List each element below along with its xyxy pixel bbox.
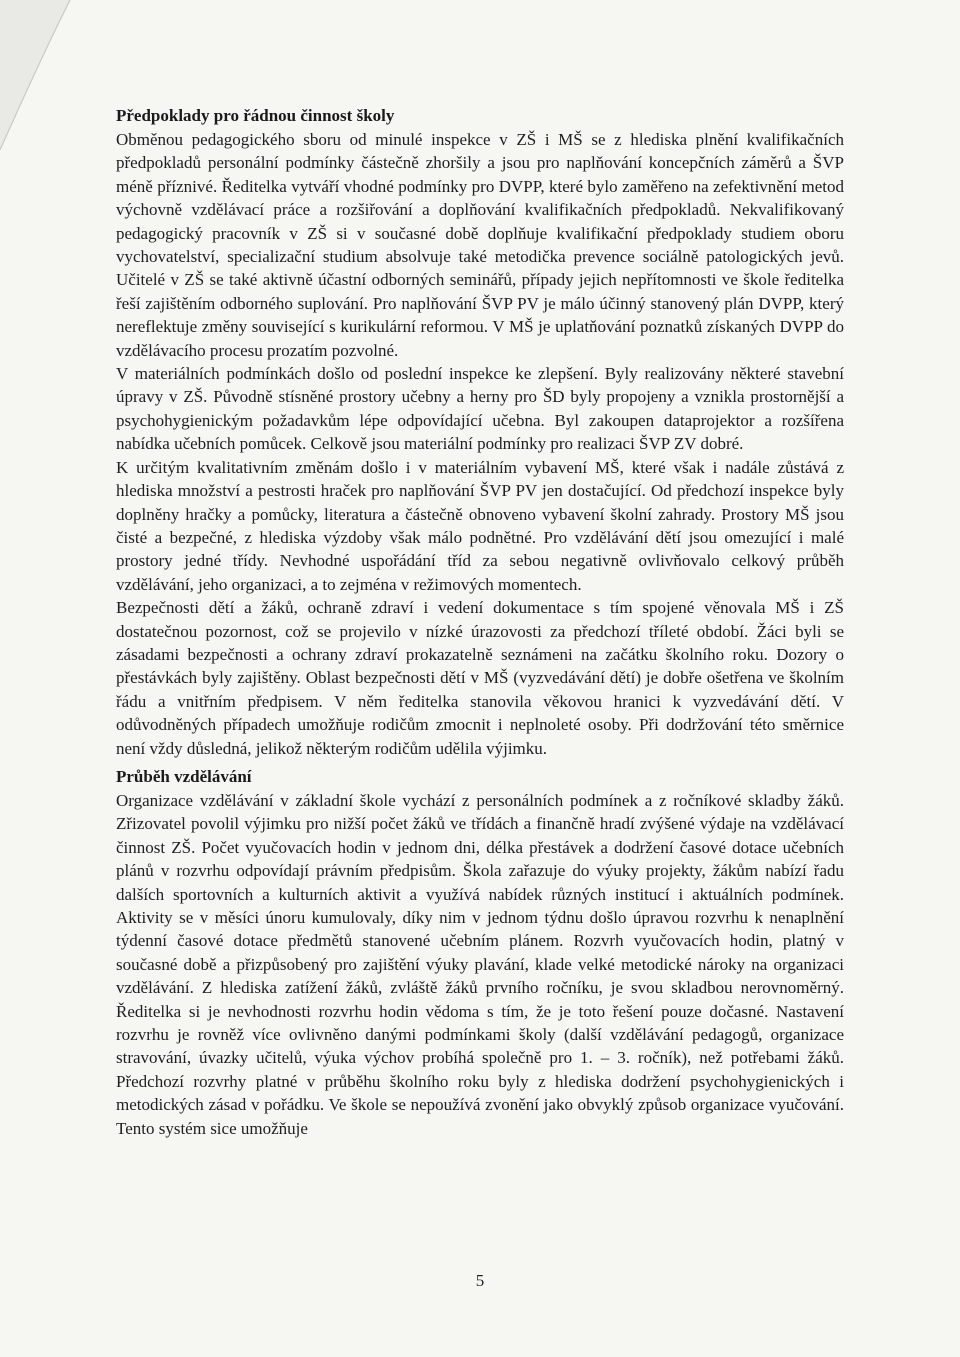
paragraph: Organizace vzdělávání v základní škole vychází z personálních podmínek a z ročníkové skladby žáků. Zřizovatel povolil výjimku pro nižší počet žáků ve třídách a finančně hradí zvýšené výdaje na vzdělávací činnost ZŠ. Počet vyučovacích hodin v jednom dni, délka přestávek a dodržení časové dotace učebních plánů v rozvrhu odpovídají právním předpisům. Škola zařazuje do výuky projekty, žákům nabízí řadu dalších sportovních a kulturních aktivit a využívá nabídek různých institucí i aktuálních podmínek. Aktivity se v měsíci únoru kumulovaly, díky nim v jednom týdnu došlo úpravou rozvrhu k nenaplnění týdenní časové dotace předmětů stanovené učebním plánem. Rozvrh vyučovacích hodin, platný v současné době a přizpůsobený pro zajištění výuky plavání, klade velké metodické nároky na organizaci vzdělávání. Z hlediska zatížení žáků, zvláště žáků prvního ročníku, je svou skladbou nerovnoměrný. Ředitelka si je nevhodnosti rozvrhu hodin vědoma s tím, že je toto řešení pouze dočasné. Nastavení rozvrhu je rovněž více ovlivněno danými podmínkami školy (další vzdělávání pedagogů, organizace stravování, úvazky učitelů, výuka výchov probíhá společně pro 1. – 3. ročník), než potřebami žáků. Předchozí rozvrhy platné v průběhu školního roku byly z hlediska dodržení psychohygienických i metodických zásad v pořádku. Ve škole se nepoužívá zvonění jako obvyklý způsob organizace vyučování. Tento systém sice umožňuje: [116, 790, 844, 1138]
paragraph: V materiálních podmínkách došlo od poslední inspekce ke zlepšení. Byly realizovány některé stavební úpravy v ZŠ. Původně stísněné prostory učebny a herny pro ŠD byly propojeny a vznikla prostornější a psychohygienickým požadavkům lépe odpovídající učebna. Byl zakoupen dataprojektor a rozšířena nabídka učebních pomůcek. Celkově jsou materiální podmínky pro realizaci ŠVP ZV dobré.: [116, 364, 844, 454]
section-heading-prubeh: Průběh vzdělávání: [116, 766, 252, 786]
section-heading-predpoklady: Předpoklady pro řádnou činnost školy: [116, 106, 395, 125]
page-fold-shadow: [0, 0, 130, 160]
page-number: 5: [475, 1271, 485, 1290]
paragraph: K určitým kvalitativním změnám došlo i v materiálním vybavení MŠ, které však i nadále zůstává z hlediska množství a pestrosti hraček pro naplňování ŠVP PV jen dostačující. Od předchozí inspekce byly doplněny hračky a pomůcky, literatura a částečně obnoveno vybavení školní zahrady. Prostory MŠ jsou čisté a bezpečné, z hlediska výzdoby však málo podnětné. Pro vzdělávání dětí jsou omezující i malé prostory jedné třídy. Nevhodné uspořádání tříd za sebou negativně ovlivňovalo celkový průběh vzdělávání, jeho organizaci, a to zejména v režimových momentech.: [116, 457, 844, 594]
paragraph: Obměnou pedagogického sboru od minulé inspekce v ZŠ i MŠ se z hlediska plnění kvalifikačních předpokladů personální podmínky částečně zhoršily a jsou pro naplňování koncepčních záměrů a ŠVP méně příznivé. Ředitelka vytváří vhodné podmínky pro DVPP, které bylo zaměřeno na zefektivnění metod výchovně vzdělávací práce a rozšiřování a doplňování kvalifikačních předpokladů. Nekvalifikovaný pedagogický pracovník v ZŠ si v současné době doplňuje kvalifikační předpoklady studiem oboru vychovatelství, specializační studium absolvuje také metodička prevence sociálně patologických jevů. Učitelé v ZŠ se také aktivně účastní odborných seminářů, případy jejich nepřítomnosti ve škole ředitelka řeší zajištěním odborného suplování. Pro naplňování ŠVP PV je málo účinný stanovený plán DVPP, který nereflektuje změny související s kurikulární reformou. V MŠ je uplatňování poznatků získaných DVPP do vzdělávacího procesu prozatím pozvolné.: [116, 130, 844, 360]
paragraph: Bezpečnosti dětí a žáků, ochraně zdraví i vedení dokumentace s tím spojené věnovala MŠ i ZŠ dostatečnou pozornost, což se projevilo v nízké úrazovosti za předchozí tříleté období. Žáci byli se zásadami bezpečnosti a ochrany zdraví prokazatelně seznámeni na začátku školního roku. Dozory o přestávkách byly zajištěny. Oblast bezpečnosti dětí v MŠ (vyzvedávání dětí) je dobře ošetřena ve školním řádu a vnitřním předpisem. V něm ředitelka stanovila věkovou hranici k vyzvedávání dětí. V odůvodněných případech umožňuje rodičům zmocnit i neplnoleté osoby. Při dodržování této směrnice není vždy důsledná, jelikož některým rodičům udělila výjimku.: [116, 598, 844, 758]
document-body: [116, 104, 844, 1140]
